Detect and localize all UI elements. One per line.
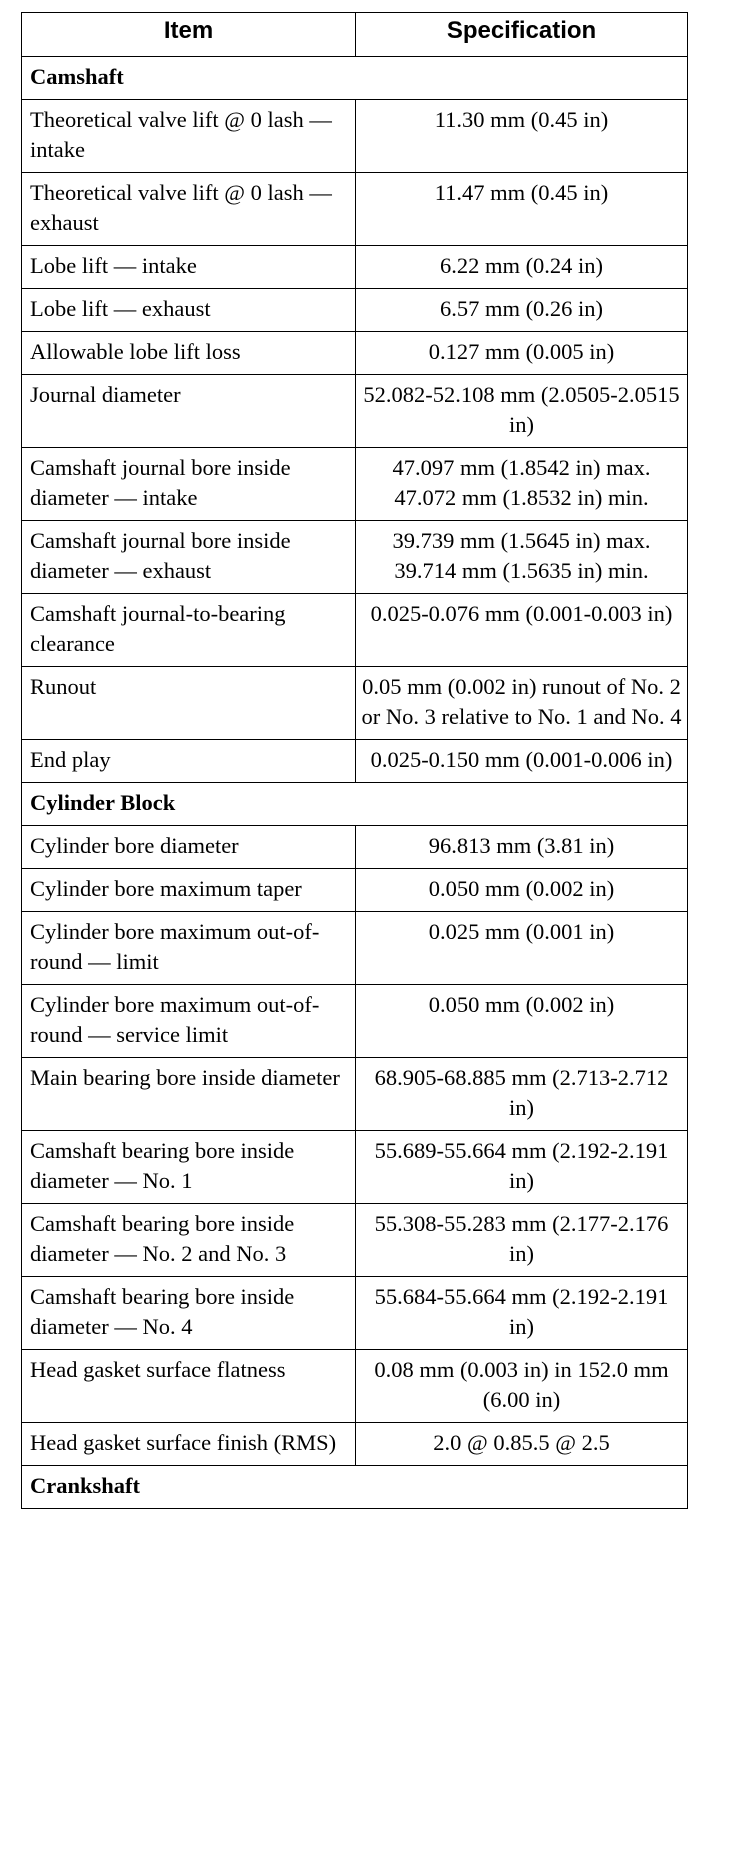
table-row [22,912,688,985]
specification-cell: 0.025 mm (0.001 in) [356,912,688,985]
item-column-header: Item [22,13,356,57]
specification-cell: 52.082-52.108 mm (2.0505-2.0515 in) [356,375,688,448]
table-row [22,1423,688,1466]
table-row [22,332,688,375]
table-row [22,100,688,173]
table-row [22,1204,688,1277]
table-row [22,289,688,332]
specification-table [21,12,688,1509]
item-cell: Camshaft bearing bore inside diameter — No. 4 [22,1277,356,1350]
item-cell: Allowable lobe lift loss [22,332,356,375]
table-row [22,740,688,783]
item-cell: Cylinder bore maximum out-of-round — service limit [22,985,356,1058]
item-cell: Camshaft bearing bore inside diameter — No. 1 [22,1131,356,1204]
section-row [22,783,688,826]
header-row [22,13,688,57]
specification-cell: 55.689-55.664 mm (2.192-2.191 in) [356,1131,688,1204]
section-heading: Crankshaft [22,1466,688,1509]
section-heading: Camshaft [22,57,688,100]
item-cell: Head gasket surface finish (RMS) [22,1423,356,1466]
table-row [22,1277,688,1350]
table-row [22,1350,688,1423]
specification-cell: 47.097 mm (1.8542 in) max. 47.072 mm (1.8532 in) min. [356,448,688,521]
specification-cell: 11.30 mm (0.45 in) [356,100,688,173]
specification-cell: 96.813 mm (3.81 in) [356,826,688,869]
table-row [22,448,688,521]
table-row [22,667,688,740]
specification-cell: 55.308-55.283 mm (2.177-2.176 in) [356,1204,688,1277]
specification-column-header: Specification [356,13,688,57]
specification-cell: 39.739 mm (1.5645 in) max. 39.714 mm (1.5635 in) min. [356,521,688,594]
item-cell: Cylinder bore maximum out-of-round — limit [22,912,356,985]
specification-cell: 0.127 mm (0.005 in) [356,332,688,375]
table-row [22,1131,688,1204]
item-cell: Camshaft journal bore inside diameter — exhaust [22,521,356,594]
table-row [22,985,688,1058]
item-cell: Cylinder bore maximum taper [22,869,356,912]
item-cell: End play [22,740,356,783]
table-body [22,57,688,1509]
table-row [22,173,688,246]
table-header [22,13,688,57]
specification-cell: 0.025-0.076 mm (0.001-0.003 in) [356,594,688,667]
item-cell: Theoretical valve lift @ 0 lash — exhaust [22,173,356,246]
item-cell: Lobe lift — intake [22,246,356,289]
table-row [22,375,688,448]
item-cell: Main bearing bore inside diameter [22,1058,356,1131]
specification-cell: 0.05 mm (0.002 in) runout of No. 2 or No. 3 relative to No. 1 and No. 4 [356,667,688,740]
item-cell: Theoretical valve lift @ 0 lash — intake [22,100,356,173]
item-cell: Lobe lift — exhaust [22,289,356,332]
table-row [22,594,688,667]
specification-cell: 6.57 mm (0.26 in) [356,289,688,332]
section-heading: Cylinder Block [22,783,688,826]
item-cell: Camshaft bearing bore inside diameter — No. 2 and No. 3 [22,1204,356,1277]
table-row [22,1058,688,1131]
specification-cell: 0.050 mm (0.002 in) [356,869,688,912]
specification-cell: 6.22 mm (0.24 in) [356,246,688,289]
section-row [22,57,688,100]
item-cell: Cylinder bore diameter [22,826,356,869]
specification-cell: 2.0 @ 0.85.5 @ 2.5 [356,1423,688,1466]
item-cell: Camshaft journal-to-bearing clearance [22,594,356,667]
section-row [22,1466,688,1509]
specification-cell: 0.025-0.150 mm (0.001-0.006 in) [356,740,688,783]
table-row [22,246,688,289]
table-row [22,869,688,912]
specification-cell: 55.684-55.664 mm (2.192-2.191 in) [356,1277,688,1350]
specification-cell: 11.47 mm (0.45 in) [356,173,688,246]
table-row [22,826,688,869]
specification-cell: 68.905-68.885 mm (2.713-2.712 in) [356,1058,688,1131]
item-cell: Runout [22,667,356,740]
item-cell: Head gasket surface flatness [22,1350,356,1423]
specification-cell: 0.050 mm (0.002 in) [356,985,688,1058]
item-cell: Camshaft journal bore inside diameter — intake [22,448,356,521]
item-cell: Journal diameter [22,375,356,448]
specification-cell: 0.08 mm (0.003 in) in 152.0 mm (6.00 in) [356,1350,688,1423]
table-row [22,521,688,594]
